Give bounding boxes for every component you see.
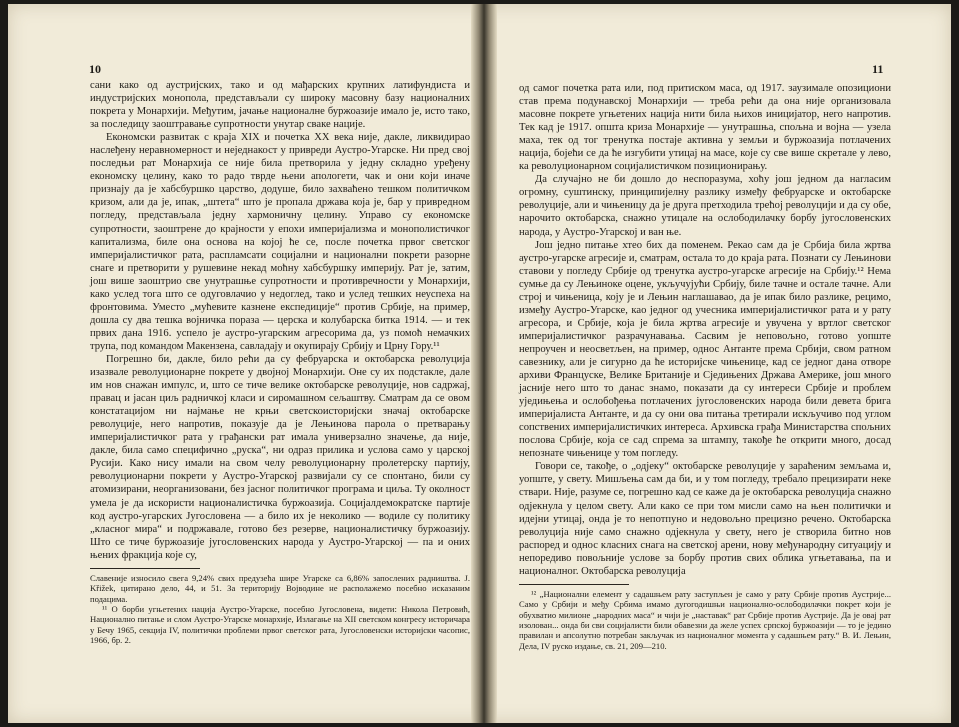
paragraph: од самог почетка рата или, под притиском маса, од 1917. заузимале опозициони став према подунавској Монархији — треба рећи да она није организовала масовне покрете угњетених нација нити била њихов иницијатор, него напротив. Тек кад је 1917. општа криза Монархије — унутрашња, спољна и војна — узела маха, тек од тог тренутка постаје активна у земљи и буржоазија потлачених нација, бојећи се да ће изгубити утицај на масе, које су све више скретале у лево, ка револуционарном социјалистичком позиционирању.	[519, 83, 891, 173]
page-number: 10	[89, 62, 101, 76]
paragraph: Погрешно би, дакле, било рећи да су фебруарска и октобарска револуција изазвале револуционарне покрете у двојној Монархији. Оне су их подстакле, дале им нов снажан импулс, и, што се тиче велике октобарске револуције, нов садржај, правац и јасан циљ радничкој класи и сиромашном сељаштву. Сматрам да се овом констатацијом ни најмање не крњи светскоисторијски значај октобарске револуције, него напротив, показује да је Лењинова парола о претварању империјалистичког рата у грађански рат имала универзално значење, да није, дакле, била само специфично „руска“, ни одраз прилика и услова само у царској Русији. Како нису имали на свом челу револуционарну пролетерску партију, револуционарни покрети у Аустро-Угарској развијали су се спонтано, били су атомизирани, неорганизовани, без јасног политичког програма и циља. Ту околност умела је да искористи националистичка буржоазија. Социјалдемократске партије код аустро-угарских Југословена — а било их је неколико — водиле су политику „класног мира“ и подржавале, готово без резерве, националистичку буржоазију. Што се тиче буржоазије југословенских народа у Аустро-Угарској — па и оних њених фракција које су,	[90, 353, 470, 561]
paragraph: Економски развитак с краја XIX и почетка XX века није, дакле, ликвидирао наслеђену неравномерност и неједнакост у привреди Аустро-Угарске. Ни пред свој последњи рат Монархија се није била претворила у једну складно уређену економску целину, како то радо тврде њени апологети, чак и они који иначе признају да је хабсбуршко царство, додуше, било захваћено тешком политичком кризом, али да је, ипак, „штета“ што је пропала држава која је, бар у привредном погледу, представљала једну хармоничну целину. Управо су економске супротности, заоштрене до крајности у епохи империјализма и монополистичког капитализма, биле она основа на којој ће се, после почетка првог светског империјалистичког рата, распламсати социјални и национални покрети разорне снаге и претворити у рушевине некад моћну хабсбуршку империју. Рат је, затим, још више заоштрио све унутрашње супротности и противречности у Монархији, како услед тога што се одуговлачио у недоглед, тако и услед тешких неуспеха на фронтовима. Уместо „мућевите казнене експедиције“ против Србије, на пример, дошла су два тешка војничка пораза — церска и колубарска битка 1914. — и тек првих дана 1916. успело је аустро-угарским агресорима да, уз помоћ немачких трупа, под командом Макензена, савладају и окупирају Србију и Црну Гору.¹¹	[90, 132, 470, 352]
paragraph: сани како од аустријских, тако и од мађарских крупних латифундиста и индустријских монопола, представљали су широку масовну базу националних покрета у Монархији. Међутим, јачање националне буржоазије имало је, исто тако, за последицу заоштравање супротности унутар сваке нације.	[90, 80, 470, 131]
paragraph: Да случајно не би дошло до неспоразума, хоћу још једном да нагласим огромну, суштинску, принципијелну разлику између фебруарске и октобарске револуције, али и чињеницу да је друга претходила трећој револуцији и да су обе, нарочито октобарска, снажно утицале на ослободилачку борбу југословенских народа, у Аустро-Угарској и ван ње.	[519, 174, 891, 238]
page-number: 11	[872, 62, 884, 76]
left-page-body	[90, 79, 470, 646]
footnote: ¹¹ О борби угњетених нација Аустро-Угарске, посебно Југословена, видети: Никола Петровић, Национално питање и слом Аустро-Угарске монархије, Излагање на XII светском конгресу историчара у Бечу 1965, секција IV, политички проблеми првог светског рата, Југословенски историјски часопис, 1966, бр. 2.	[90, 603, 470, 646]
right-page	[497, 4, 951, 723]
paragraph: Говори се, такође, о „одјеку“ октобарске револуције у зараћеним земљама и, уопште, у свету. Мишљења сам да би, и у том погледу, требало прецизирати неке ствари. Није, разуме се, погрешно кад се каже да је октобарска револуција снажно одјекнула у целом свету. Али како се при том мисли само на њен политички и идејни утицај, онда је то непотпуно и недовољно прецизно речено. Октобарска револуција није само снажно одјекнула у свету, него је створила битно нов распоред и однос класних снага на светској арени, нову међународну ситуацију и непоредиво повољније услове за борбу против свих облика угњетавања, па и националног. Октобарска револуција	[519, 461, 891, 577]
right-page-body	[519, 82, 891, 651]
footnote: ¹² „Национални елемент у садашњем рату заступљен је само у рату Србије против Аустрије... Само у Србији и међу Србима имамо дугогодишњи национално-ослободилачки покрет који је обухватио милионе „народних маса“ и чији је „наставак“ рат Србије против Аустрије. Да је овај рат изолован... онда би сви социјалисти били обавезни да желе успех српској буржоазији — то је једино правилан и апсолутно потребан закључак из националног момента у садашњем рату.“ В. И. Лењин, Дела, IV руско издање, св. 21, 209—210.	[519, 588, 891, 651]
footnote-divider	[90, 568, 200, 569]
footnotes	[519, 589, 891, 651]
footnote: Славеније износило свега 9,24% свих предузећа шире Угарске са 6,86% запослених радништва. J. Křižek, цитирано дело, 44, и 51. За територију Војводине не располажемо посебно исказаним подацима.	[90, 572, 470, 604]
left-page	[8, 4, 471, 723]
footnotes	[90, 573, 470, 646]
book-gutter	[471, 4, 497, 723]
paragraph: Још једно питање хтео бих да поменем. Рекао сам да је Србија била жртва аустро-угарске агресије и, сматрам, остала то до краја рата. Познати су Лењинови ставови у погледу Србије од тренутка аустро-угарске агресије на Србију.¹² Нема сумње да су Лењиноке оцене, укључујући Србију, биле тачне и остале тачне. Али строј и чињеница, коју је и Лењин наглашавао, да је ипак било разлике, рецимо, између Аустро-Угарске, као једног од учесника империјалистичког рата и у рату агресора, и Србије, која је била жртва агресије и увучена у вртлог светског империјалистичког разрачунавања. Сасвим је неповољно, готово уопште непроучен и неосветљен, на пример, однос Антанте према Србији, свом ратном савезнику, али је сигурно да ће историјске чињенице, кад се једног дана отворе архиви Француске, Велике Британије и Сједињених Држава Америке, још много јасније него што то данас знамо, показати да су интереси Србије и проблем уједињења и ослобођења потлачених југословенских народа били девета брига империјалиста Антанте, и да су они ова питања третирали искључиво под углом сопствених империјалистичких интереса. Архивска грађа Министарства спољних послова Србије, која се сад спрема за штампу, такође ће открити много, досад непознате чињенице у том погледу.	[519, 239, 891, 460]
footnote-divider	[519, 584, 629, 585]
